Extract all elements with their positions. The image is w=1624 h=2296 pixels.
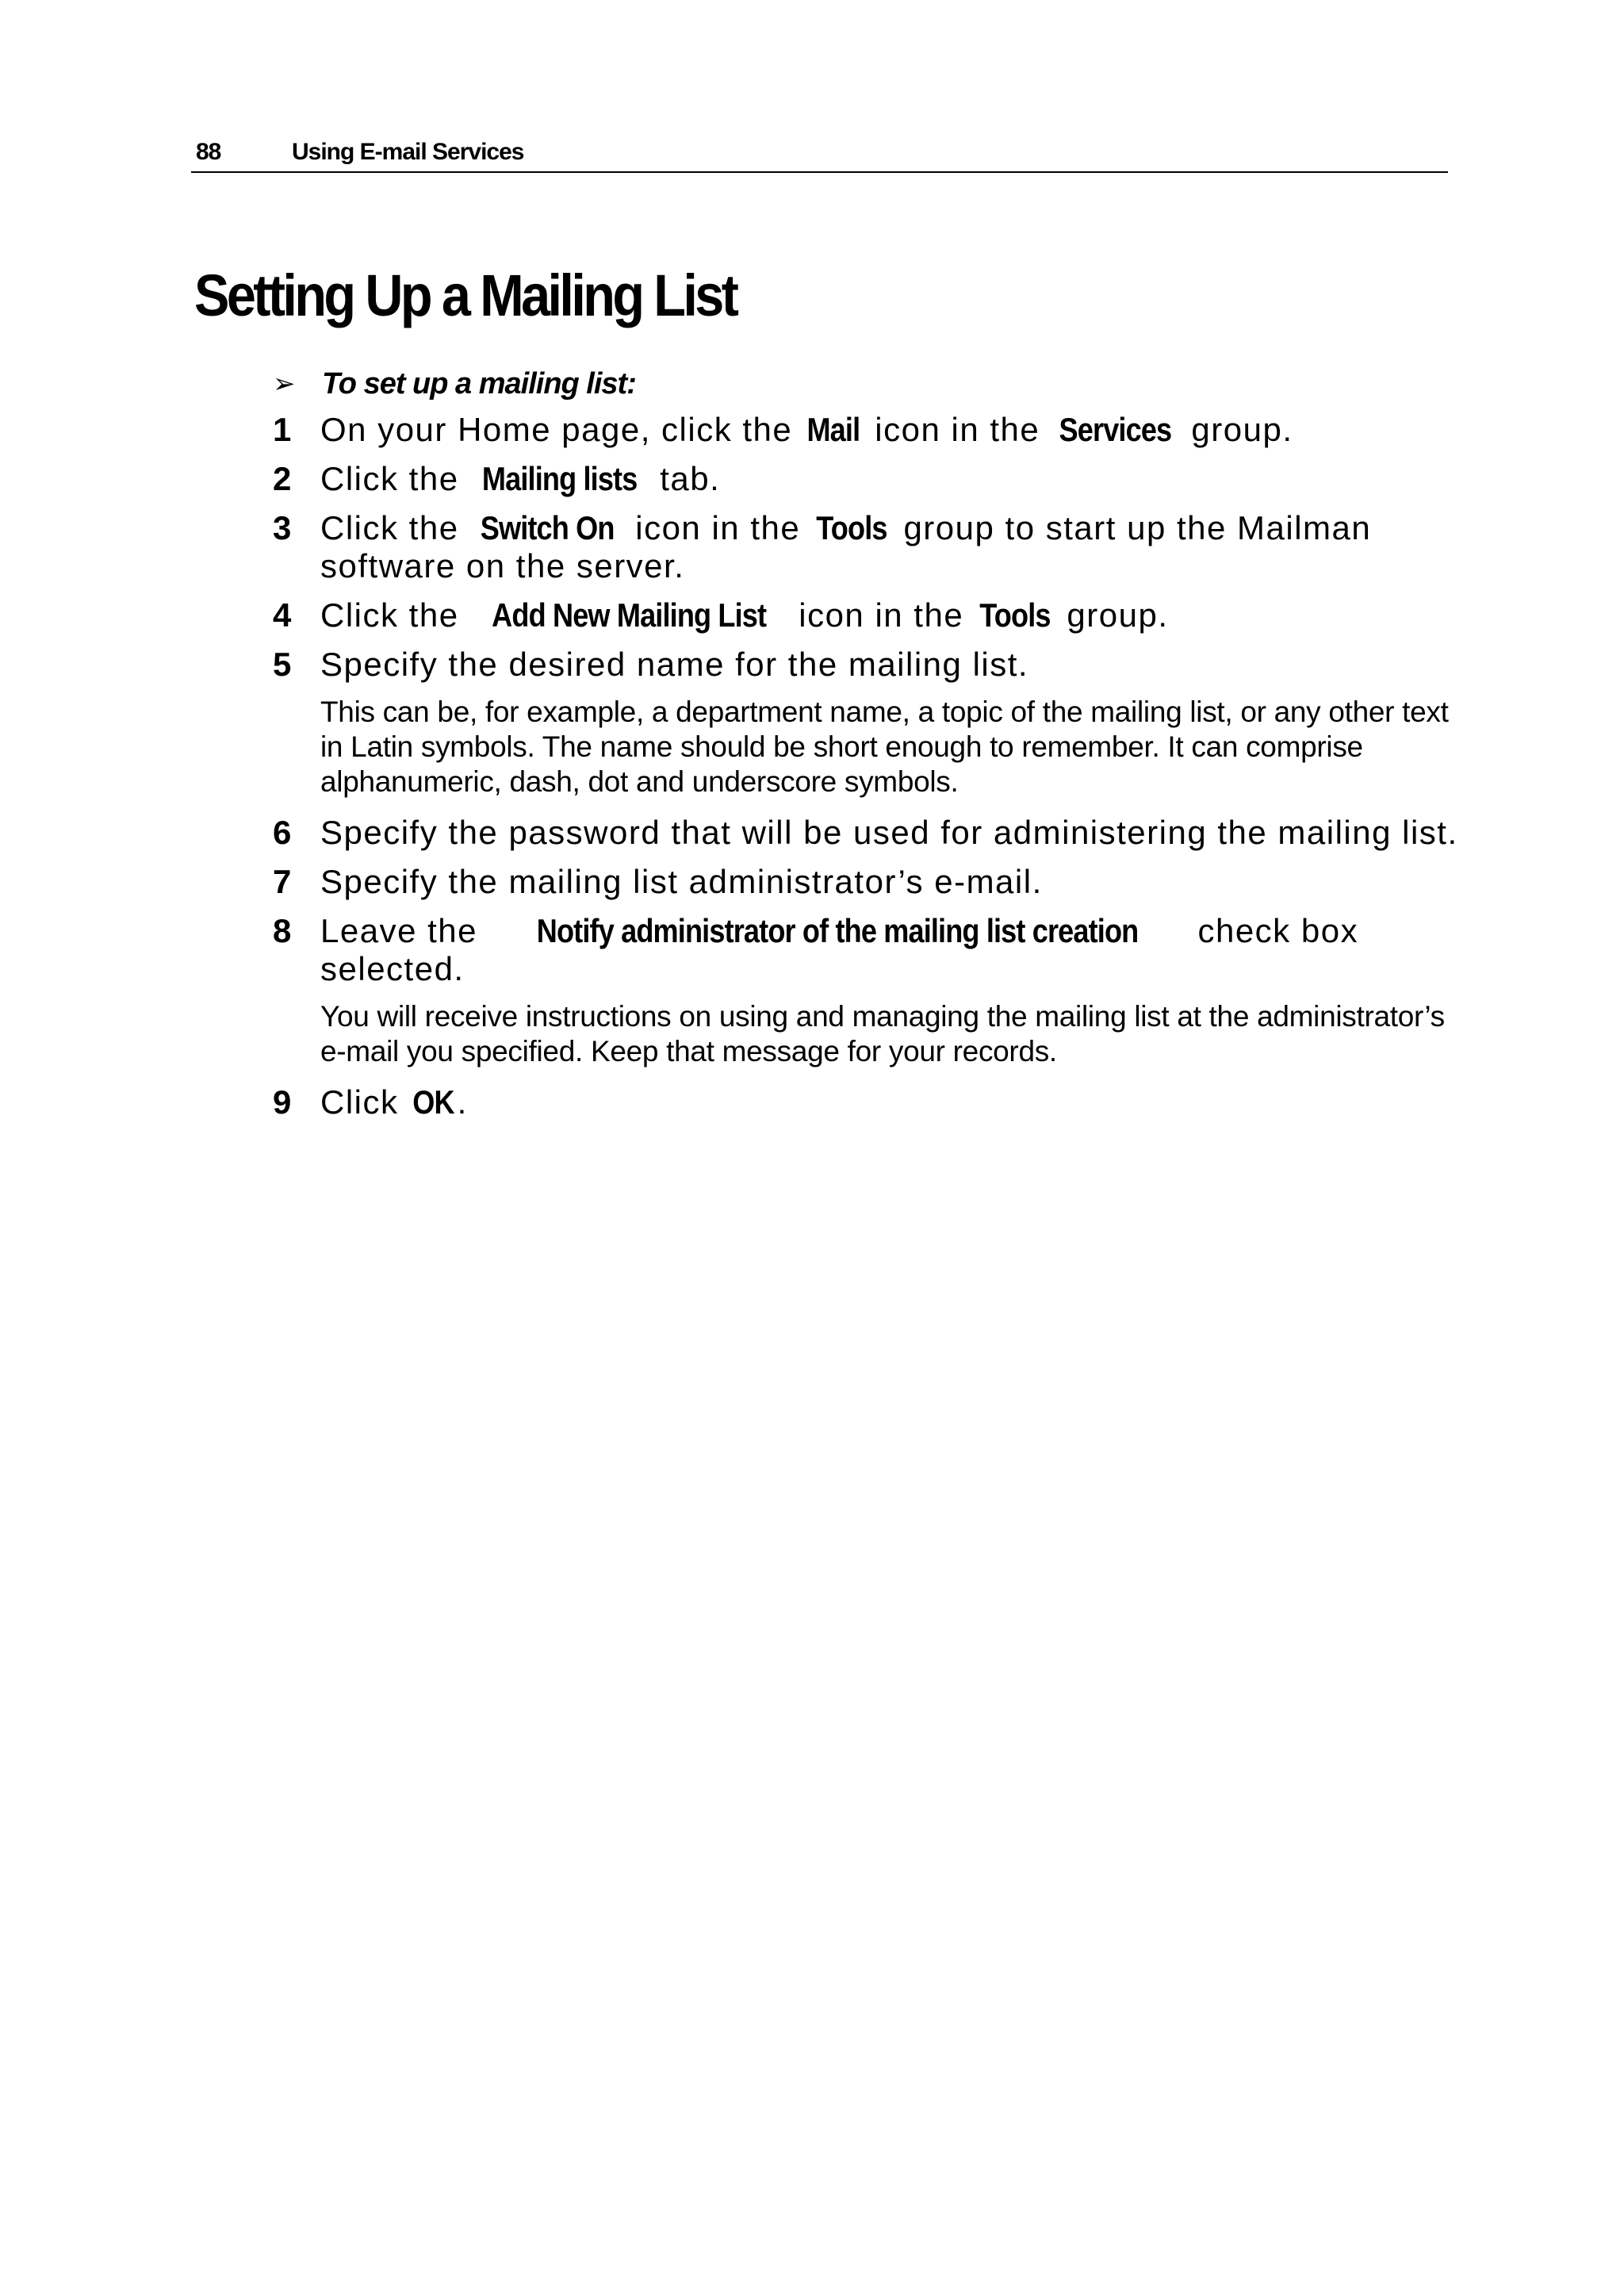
arrow-bullet-icon: ➢ — [273, 369, 296, 399]
step-text: Specify the desired name for the mailing list. — [320, 646, 1029, 683]
ui-term: Notify administrator of the mailing list creation — [536, 912, 1139, 949]
step-number: 6 — [273, 814, 292, 851]
step-number: 3 — [273, 509, 292, 546]
ui-term: Mail — [806, 411, 860, 448]
ui-term: Tools — [979, 596, 1051, 634]
step-number: 9 — [273, 1083, 292, 1121]
step-8-note: You will receive instructions on using and managing the mailing list at the administrator’s e-mail you specified. Keep that message for your records. — [320, 1000, 1445, 1068]
step-2 — [273, 460, 1462, 498]
step-6 — [273, 814, 1462, 852]
step-number: 1 — [273, 411, 292, 448]
step-text: Specify the password that will be used for administering the mailing list. — [320, 814, 1458, 851]
ui-term: OK — [412, 1083, 454, 1121]
step-text: Click the — [320, 596, 469, 634]
step-3 — [273, 509, 1462, 585]
step-text: group to start up the Mailman software on the server. — [320, 509, 1372, 585]
ui-term: Tools — [816, 509, 888, 546]
step-number: 4 — [273, 596, 292, 634]
step-8 — [273, 912, 1462, 988]
step-number: 5 — [273, 646, 292, 683]
step-text: icon in the — [864, 411, 1051, 448]
step-text: group. — [1181, 411, 1293, 448]
step-text: group. — [1056, 596, 1169, 634]
step-text: . — [457, 1083, 468, 1121]
ui-term: Services — [1059, 411, 1172, 448]
page-title: Setting Up a Mailing List — [194, 263, 737, 328]
ui-term: Mailing lists — [481, 460, 638, 497]
step-number: 8 — [273, 912, 292, 949]
running-header — [191, 133, 1448, 173]
step-text: Click the — [320, 460, 469, 497]
step-text: Leave the — [320, 912, 488, 949]
step-9 — [273, 1083, 1462, 1121]
step-number: 7 — [273, 863, 292, 900]
step-5 — [273, 646, 1462, 684]
step-text: Click the — [320, 509, 469, 546]
procedure-heading-text: To set up a mailing list: — [322, 367, 636, 401]
step-number: 2 — [273, 460, 292, 497]
step-text: icon in the — [625, 509, 811, 546]
step-text: Click — [320, 1083, 409, 1121]
step-1 — [273, 411, 1462, 449]
step-4 — [273, 596, 1462, 634]
step-text: icon in the — [788, 596, 975, 634]
step-text: tab. — [649, 460, 721, 497]
running-header-title: Using E-mail Services — [292, 139, 524, 165]
page-number: 88 — [196, 139, 221, 165]
step-text: On your Home page, click the — [320, 411, 803, 448]
step-text: Specify the mailing list administrator’s e-mail. — [320, 863, 1043, 900]
steps-list — [273, 411, 1462, 1133]
step-text: check box selected. — [320, 912, 1359, 987]
step-5-note: This can be, for example, a department name, a topic of the mailing list, or any other text in Latin symbols. The name should be short enough to remember. It can comprise alphanumeric, dash, dot and underscore symbols. — [320, 696, 1449, 798]
ui-term: Add New Mailing List — [491, 596, 766, 634]
ui-term: Switch On — [480, 509, 615, 546]
step-7 — [273, 863, 1462, 901]
